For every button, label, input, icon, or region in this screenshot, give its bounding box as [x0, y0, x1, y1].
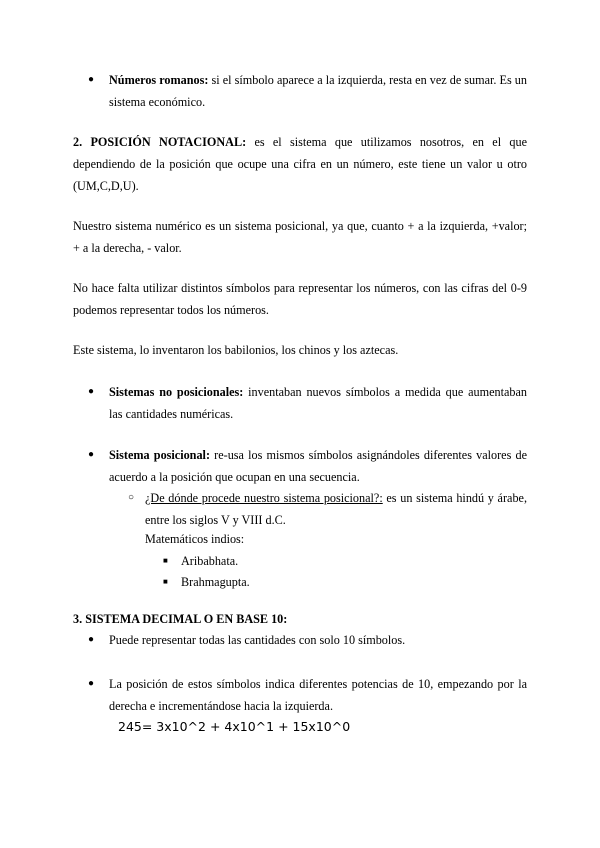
bullet-decimal-simbolos: Puede representar todas las cantidades con solo 10 símbolos.	[109, 633, 406, 647]
mathematician-item: Brahmagupta.	[181, 575, 250, 589]
paragraph-sistema-posicional: Nuestro sistema numérico es un sistema posicional, ya que, cuanto + a la izquierda, +valor; + a la derecha, - valor.	[73, 219, 527, 255]
paragraph-inventores: Este sistema, lo inventaron los babilonios, los chinos y los aztecas.	[73, 343, 399, 357]
circle-bullet-icon: ○	[128, 492, 135, 503]
bullet-icon: ●	[88, 386, 95, 397]
bullet-icon: ●	[88, 678, 95, 689]
text-posicion-notacional: es el sistema que utilizamos nosotros, en el que dependiendo de la posición que ocupe una cifra en un número, este tiene un valor u otro (UM,C,D,U).	[73, 135, 527, 193]
bullet-icon: ●	[88, 634, 95, 645]
bullet-icon: ●	[88, 449, 95, 460]
bullet-icon: ●	[88, 74, 95, 85]
question-origen: ¿De dónde procede nuestro sistema posicional?:	[145, 491, 383, 505]
heading-posicion-notacional: 2. POSICIÓN NOTACIONAL:	[73, 135, 247, 149]
paragraph-cifras: No hace falta utilizar distintos símbolos para representar los números, con las cifras del 0-9 podemos representar todos los números.	[73, 281, 527, 317]
text-numeros-romanos: si el símbolo aparece a la izquierda, resta en vez de sumar. Es un sistema económico.	[109, 73, 527, 109]
subitem-origen	[145, 487, 527, 531]
heading-sistema-decimal-text: 3. SISTEMA DECIMAL O EN BASE 10:	[73, 612, 288, 626]
term-posicional: Sistema posicional:	[109, 448, 210, 462]
formula-245: 245= 3x10^2 + 4x10^1 + 15x10^0	[118, 719, 351, 734]
label-matematicos: Matemáticos indios:	[145, 532, 245, 546]
heading-sistema-decimal	[73, 608, 527, 630]
square-bullet-icon: ■	[163, 577, 168, 586]
bullet-decimal-potencias: La posición de estos símbolos indica diferentes potencias de 10, empezando por la derecha e incrementándose hacia la izquierda.	[109, 677, 527, 713]
text-posicional: re-usa los mismos símbolos asignándoles diferentes valores de acuerdo a la posición que ocupan en una secuencia.	[109, 448, 528, 484]
bullet-no-posicionales	[109, 381, 527, 425]
term-no-posicionales: Sistemas no posicionales:	[109, 385, 244, 399]
bullet-posicional	[109, 444, 527, 488]
text-origen: es un sistema hindú y árabe, entre los siglos V y VIII d.C.	[145, 491, 527, 527]
square-bullet-icon: ■	[163, 556, 168, 565]
mathematician-item: Aribabhata.	[181, 554, 239, 568]
term-numeros-romanos: Números romanos:	[109, 73, 209, 87]
bullet-numeros-romanos	[109, 69, 527, 113]
text-no-posicionales: inventaban nuevos símbolos a medida que aumentaban las cantidades numéricas.	[109, 385, 527, 421]
section-posicion-notacional	[73, 131, 527, 197]
